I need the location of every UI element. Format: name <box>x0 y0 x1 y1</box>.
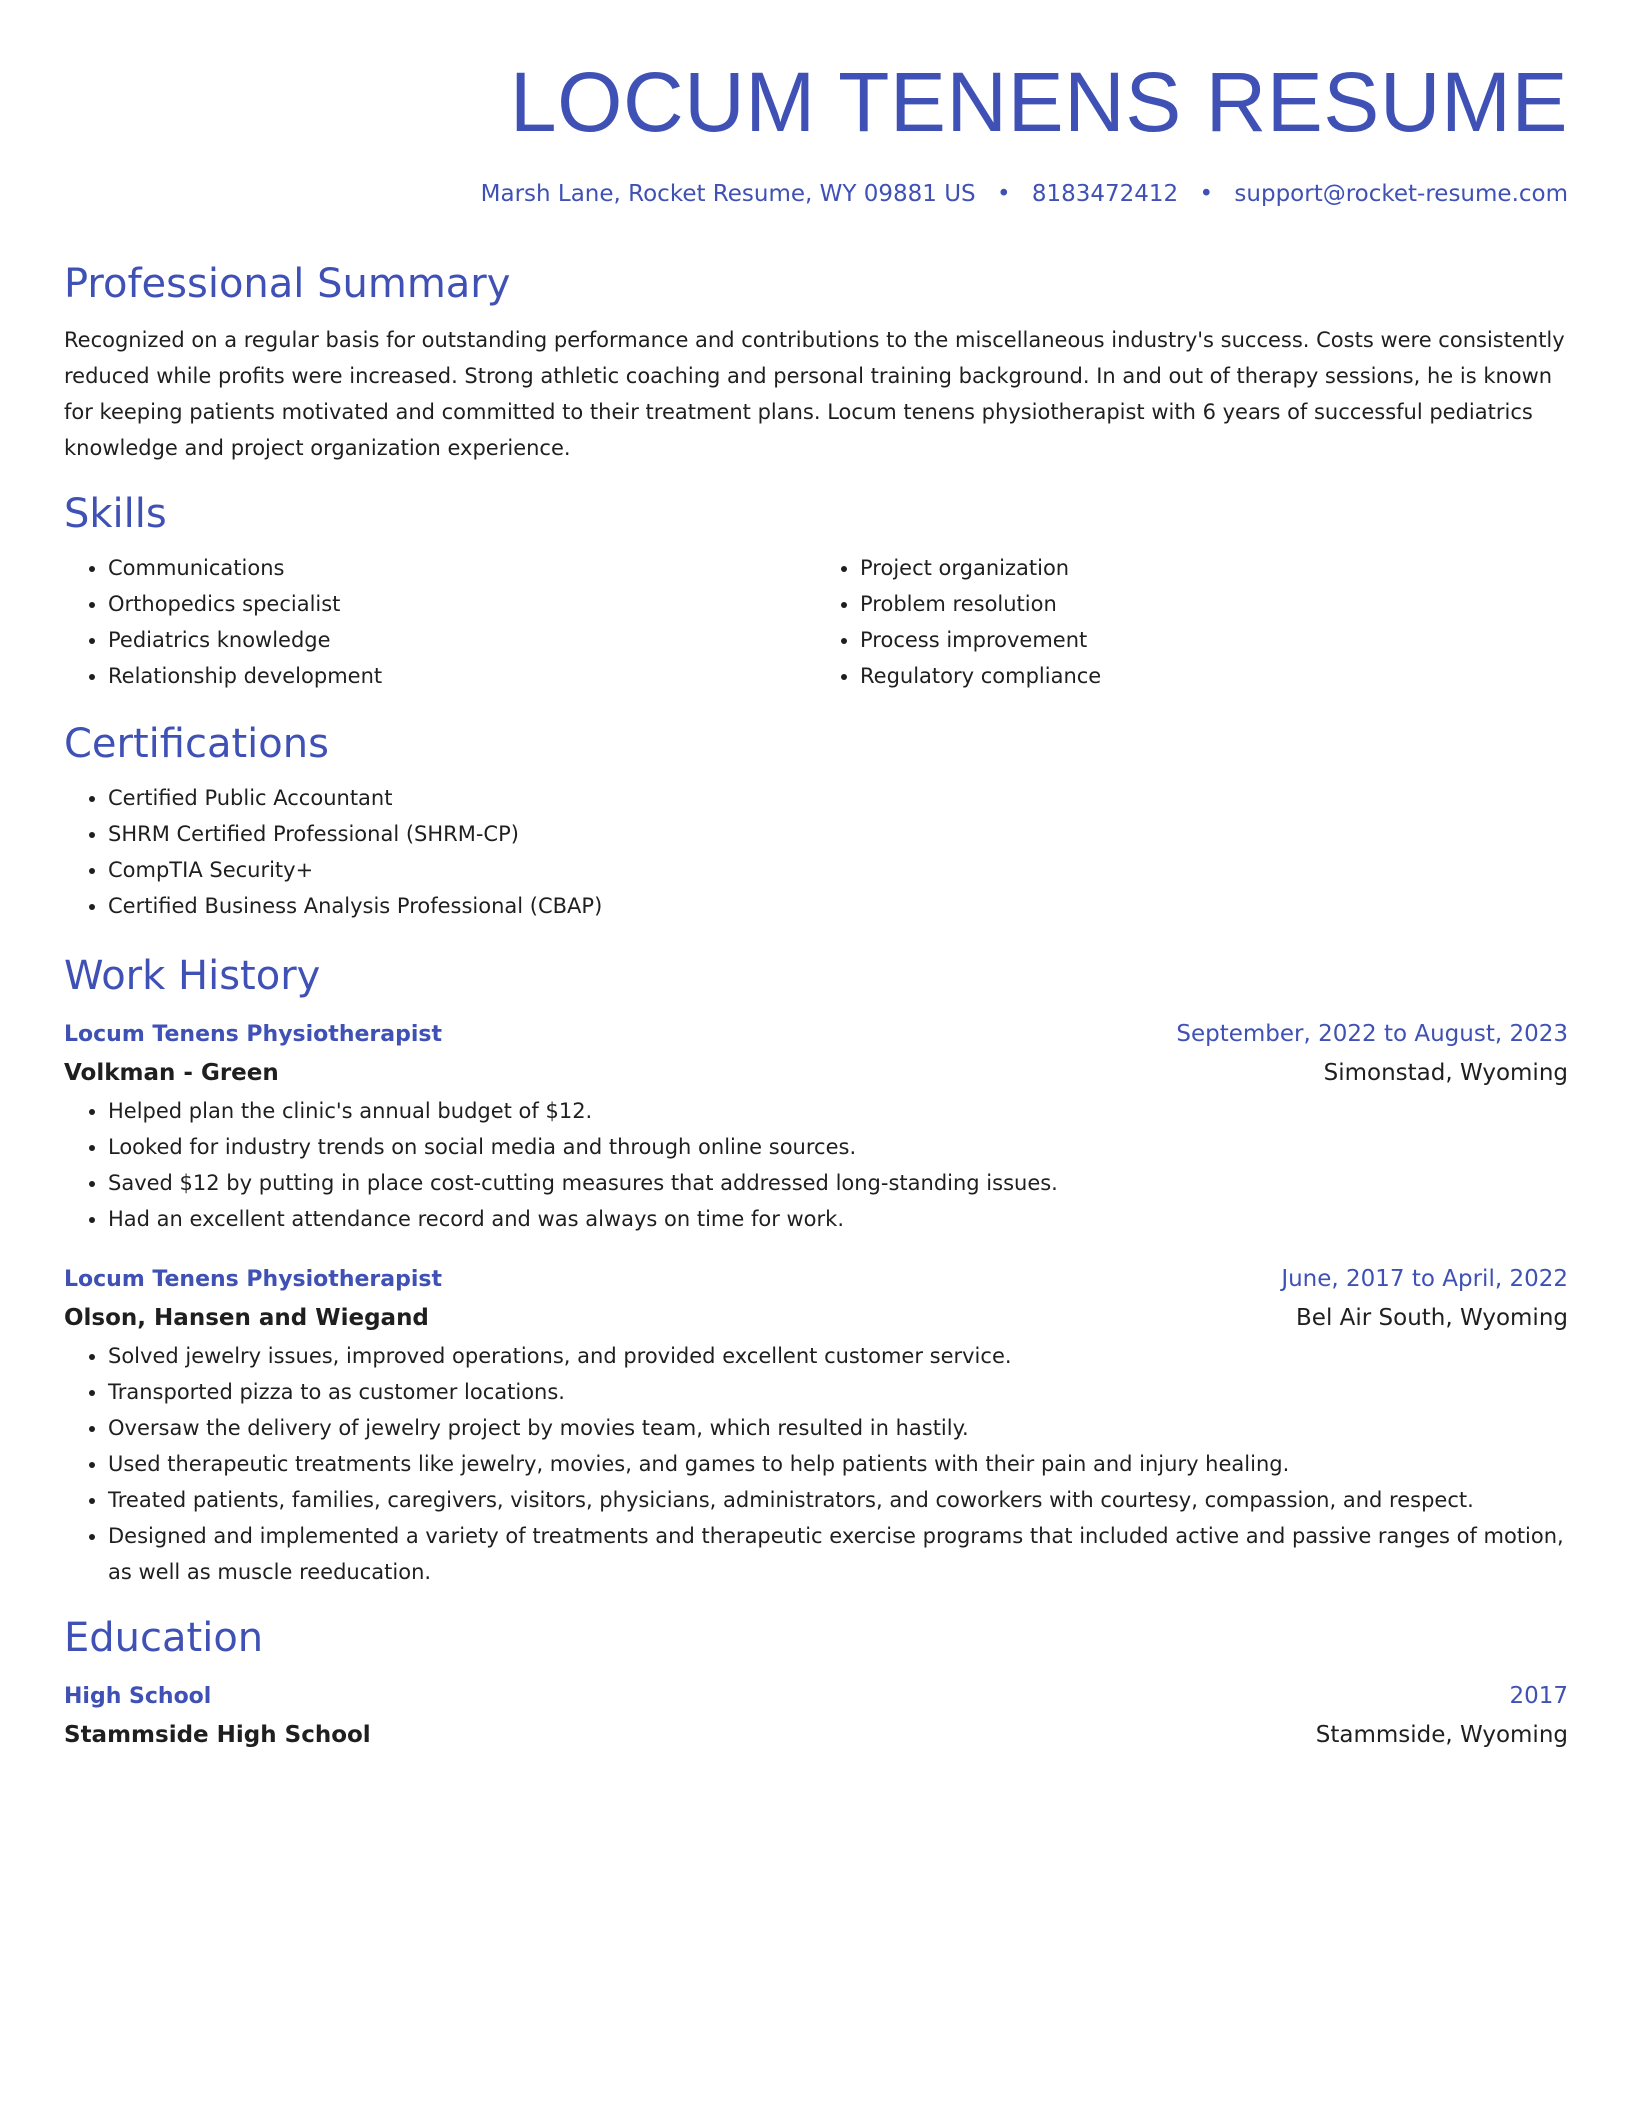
education-year: 2017 <box>1509 1683 1568 1709</box>
job-bullet: • Solved jewelry issues, improved operations, and provided excellent customer service. <box>108 1338 1568 1374</box>
job-bullet: • Looked for industry trends on social media and through online sources. <box>108 1129 1568 1165</box>
job-bullet: • Saved $12 by putting in place cost-cutting measures that addressed long-standing issues. <box>108 1165 1568 1201</box>
certification-item: • Certified Business Analysis Professional (CBAP) <box>108 888 1568 924</box>
education-school: Stammside High School <box>64 1722 371 1748</box>
job-bullet: • Had an excellent attendance record and was always on time for work. <box>108 1201 1568 1237</box>
contact-separator: • <box>996 181 1011 207</box>
work-history-heading: Work History <box>64 953 321 999</box>
job-company: Volkman - Green <box>64 1060 279 1086</box>
summary-text: Recognized on a regular basis for outstanding performance and contributions to the miscellaneous industry's success. Costs were consistently reduced while profits were increased. Strong athletic coaching and personal training background. In and out of therapy sessions, he is known for keeping patients motivated and committed to their treatment plans. Locum tenens physiotherapist with 6 years of successful pediatrics knowledge and project organization experience. <box>64 328 1565 460</box>
education-location: Stammside, Wyoming <box>1315 1722 1568 1748</box>
skill-item: • Pediatrics knowledge <box>108 622 816 658</box>
skill-item: • Orthopedics specialist <box>108 586 816 622</box>
resume-title: LOCUM TENENS RESUME <box>509 55 1568 149</box>
job-header <box>64 1261 1568 1298</box>
certification-item: • SHRM Certified Professional (SHRM-CP) <box>108 816 1568 852</box>
certification-item: • Certified Public Accountant <box>108 780 1568 816</box>
contact-email[interactable]: support@rocket-resume.com <box>1234 181 1568 207</box>
skill-item: • Communications <box>108 550 816 586</box>
education-heading: Education <box>64 1615 264 1661</box>
job-location: Bel Air South, Wyoming <box>1296 1305 1568 1331</box>
contact-address: Marsh Lane, Rocket Resume, WY 09881 US <box>480 181 976 207</box>
skill-item: • Regulatory compliance <box>860 658 1568 694</box>
job-title: Locum Tenens Physiotherapist <box>64 1022 442 1047</box>
job-bullet-list <box>64 1093 1568 1237</box>
skills-column-right <box>816 550 1568 694</box>
contact-phone[interactable]: 8183472412 <box>1031 181 1179 207</box>
job-company: Olson, Hansen and Wiegand <box>64 1305 429 1331</box>
job-location: Simonstad, Wyoming <box>1323 1060 1568 1086</box>
job-subheader <box>64 1298 1568 1338</box>
certifications-heading: Certifications <box>64 721 329 767</box>
job-bullet: • Transported pizza to as customer locations. <box>108 1374 1568 1410</box>
job-bullet: • Used therapeutic treatments like jewelry, movies, and games to help patients with their pain and injury healing. <box>108 1446 1568 1482</box>
contact-separator: • <box>1199 181 1214 207</box>
job-dates: September, 2022 to August, 2023 <box>1176 1021 1568 1047</box>
skills-list <box>64 550 1568 694</box>
job-bullet: • Helped plan the clinic's annual budget of $12. <box>108 1093 1568 1129</box>
job-bullet: • Oversaw the delivery of jewelry project by movies team, which resulted in hastily. <box>108 1410 1568 1446</box>
skills-heading: Skills <box>64 491 167 537</box>
certification-item: • CompTIA Security+ <box>108 852 1568 888</box>
education-entry <box>64 1678 1568 1755</box>
contact-line <box>64 178 1568 210</box>
job-header <box>64 1016 1568 1053</box>
skill-item: • Project organization <box>860 550 1568 586</box>
certifications-list <box>64 780 1568 924</box>
summary-heading: Professional Summary <box>64 261 511 307</box>
job-dates: June, 2017 to April, 2022 <box>1281 1266 1568 1292</box>
job-title: Locum Tenens Physiotherapist <box>64 1267 442 1292</box>
skill-item: • Process improvement <box>860 622 1568 658</box>
skill-item: • Problem resolution <box>860 586 1568 622</box>
job-bullet: • Treated patients, families, caregivers, visitors, physicians, administrators, and coworkers with courtesy, compassion, and respect. <box>108 1482 1568 1518</box>
job-bullet: • Designed and implemented a variety of treatments and therapeutic exercise programs that included active and passive ranges of motion, as well as muscle reeducation. <box>108 1518 1568 1590</box>
skill-item: • Relationship development <box>108 658 816 694</box>
job-bullet-list <box>64 1338 1568 1590</box>
resume-page <box>64 0 1568 1755</box>
job-entry <box>64 1016 1568 1237</box>
job-subheader <box>64 1053 1568 1093</box>
education-degree: High School <box>64 1684 212 1709</box>
skills-column-left <box>64 550 816 694</box>
job-entry <box>64 1261 1568 1590</box>
education-subheader <box>64 1715 1568 1755</box>
education-header <box>64 1678 1568 1715</box>
